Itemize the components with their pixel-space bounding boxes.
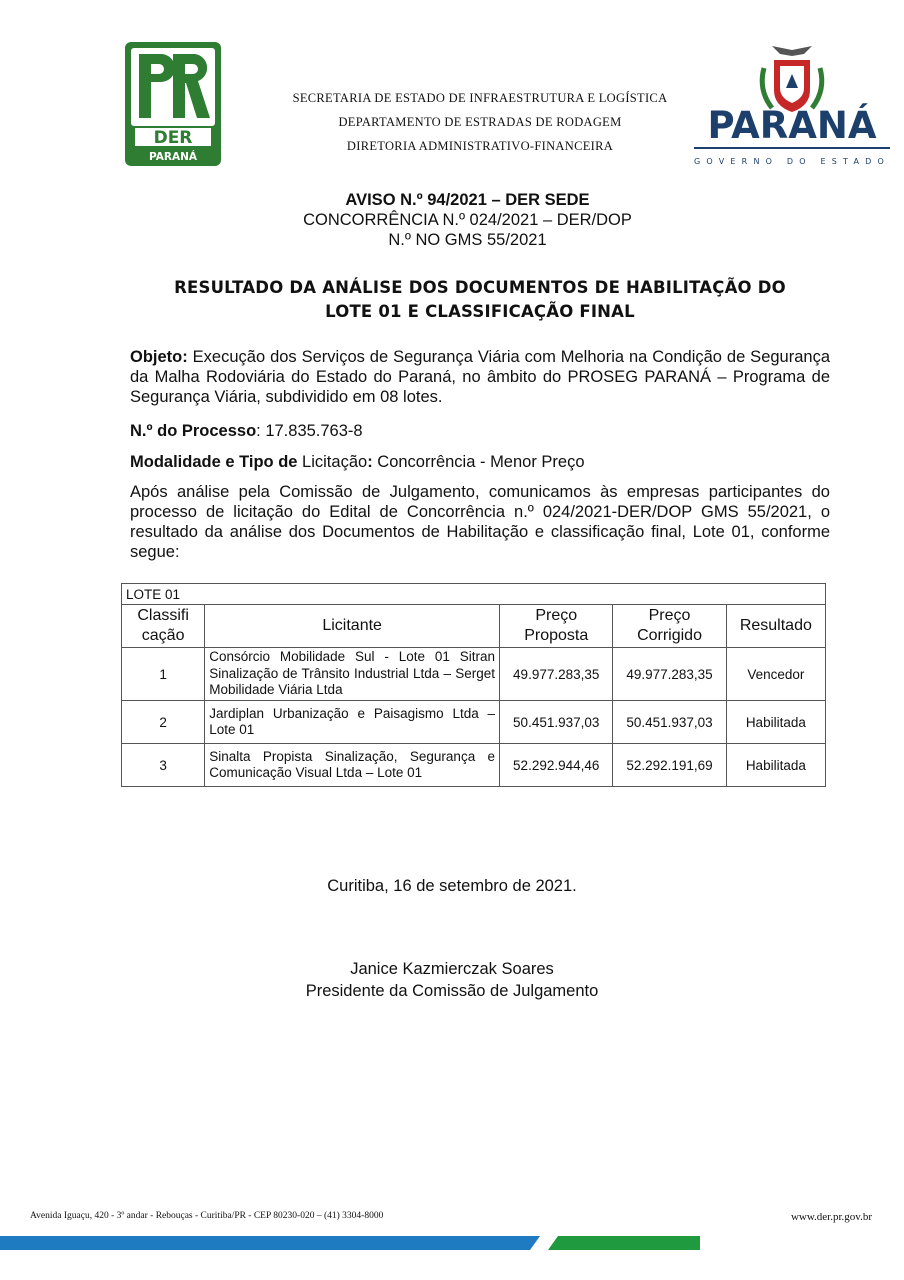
footer-website: www.der.pr.gov.br [790, 1211, 872, 1223]
row-preco-corrigido: 52.292.191,69 [613, 744, 726, 787]
der-logo-state: PARANÁ [149, 151, 197, 163]
row-classificacao: 1 [122, 648, 205, 701]
footer-address: Avenida Iguaçu, 420 - 3º andar - Rebouças - Curitiba/PR - CEP 80230-020 – (41) 3304-8000 [30, 1211, 384, 1221]
eagle-icon [772, 46, 812, 56]
header-line-departamento: DEPARTAMENTO DE ESTRADAS DE RODAGEM [338, 115, 622, 129]
date-line: Curitiba, 16 de setembro de 2021. [327, 877, 577, 895]
table-row [122, 744, 826, 787]
row-preco-corrigido: 50.451.937,03 [613, 701, 726, 744]
row-preco-corrigido: 49.977.283,35 [613, 648, 726, 701]
objeto-label: Objeto: [130, 348, 188, 366]
processo-line [130, 421, 830, 441]
table-header-row [122, 605, 826, 648]
footer-color-bar [0, 1234, 904, 1254]
header-institution [240, 86, 720, 158]
signature-role: Presidente da Comissão de Julgamento [305, 982, 599, 1000]
modalidade-mid: Licitação [297, 453, 368, 471]
aviso-block [200, 190, 735, 250]
modalidade-label: Modalidade e Tipo de [130, 453, 298, 471]
row-preco-proposta: 50.451.937,03 [500, 701, 613, 744]
row-classificacao: 2 [122, 701, 205, 744]
row-resultado: Vencedor [726, 648, 825, 701]
intro-paragraph: Após análise pela Comissão de Julgamento, comunicamos às empresas participantes do processo de licitação do Edital de Concorrência n.º 024/2021-DER/DOP GMS 55/2021, o resultado da análise dos Documentos de Habilitação e classificação final, Lote 01, conforme segue: [130, 483, 830, 561]
header-classificacao: Classifi cação [122, 605, 205, 648]
lote-label: LOTE 01 [122, 584, 826, 605]
result-title-line2: LOTE 01 E CLASSIFICAÇÃO FINAL [325, 302, 635, 321]
row-licitante: Sinalta Propista Sinalização, Segurança e Comunicação Visual Ltda – Lote 01 [205, 744, 500, 787]
header-preco-corrigido: Preço Corrigido [613, 605, 726, 648]
row-preco-proposta: 49.977.283,35 [500, 648, 613, 701]
parana-logo [694, 38, 890, 168]
parana-logo-name: PARANÁ [707, 104, 877, 147]
processo-value: : 17.835.763-8 [256, 422, 363, 440]
result-title-line1: RESULTADO DA ANÁLISE DOS DOCUMENTOS DE HABILITAÇÃO DO [174, 278, 786, 297]
gms-number: N.º NO GMS 55/2021 [388, 231, 547, 249]
objeto-text: Execução dos Serviços de Segurança Viária com Melhoria na Condição de Segurança da Malha Rodoviária do Estado do Paraná, no âmbito do PROSEG PARANÁ – Programa de Segurança Viária, subdividido em 08 lotes. [130, 348, 830, 406]
header-resultado: Resultado [726, 605, 825, 648]
der-logo-letters: DER [153, 128, 193, 148]
row-resultado: Habilitada [726, 744, 825, 787]
modalidade-colon: : [367, 453, 373, 471]
row-licitante: Consórcio Mobilidade Sul - Lote 01 Sitran Sinalização de Trânsito Industrial Ltda – Serget Mobilidade Viária Ltda [205, 648, 500, 701]
row-preco-proposta: 52.292.944,46 [500, 744, 613, 787]
objeto-paragraph [130, 347, 830, 407]
header-line-diretoria: DIRETORIA ADMINISTRATIVO-FINANCEIRA [346, 139, 614, 153]
results-table [121, 583, 826, 787]
header-line-secretaria: SECRETARIA DE ESTADO DE INFRAESTRUTURA E LOGÍSTICA [292, 91, 668, 105]
processo-label: N.º do Processo [130, 422, 257, 440]
row-licitante: Jardiplan Urbanização e Paisagismo Ltda – Lote 01 [205, 701, 500, 744]
row-resultado: Habilitada [726, 701, 825, 744]
table-row [122, 701, 826, 744]
der-logo [125, 42, 221, 166]
signature-name: Janice Kazmierczak Soares [350, 960, 554, 978]
table-row [122, 648, 826, 701]
modalidade-line [130, 452, 830, 472]
header-preco-proposta: Preço Proposta [500, 605, 613, 648]
aviso-number: AVISO N.º 94/2021 – DER SEDE [345, 191, 590, 209]
result-title [130, 276, 830, 324]
concorrencia-number: CONCORRÊNCIA N.º 024/2021 – DER/DOP [303, 211, 632, 229]
header-licitante: Licitante [205, 605, 500, 648]
modalidade-value: Concorrência - Menor Preço [372, 453, 585, 471]
row-classificacao: 3 [122, 744, 205, 787]
parana-logo-subtitle: GOVERNO DO ESTADO [694, 157, 890, 166]
